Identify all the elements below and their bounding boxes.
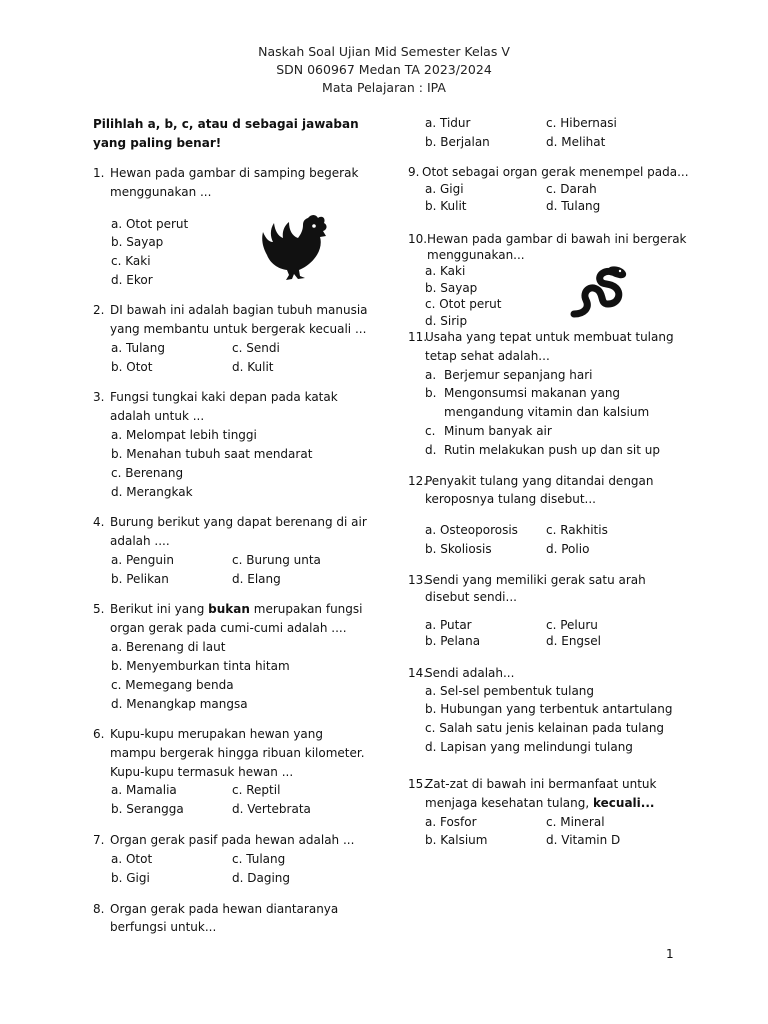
q15-option-b: b. Kalsium: [425, 833, 488, 847]
q6-number: 6.: [93, 727, 105, 741]
q9-option-c: c. Darah: [546, 182, 597, 196]
q11-option-d: Rutin melakukan push up dan sit up: [444, 443, 660, 457]
q6-option-c: c. Reptil: [232, 783, 281, 797]
q14-option-c: c. Salah satu jenis kelainan pada tulang: [425, 721, 665, 735]
q1-number: 1.: [93, 166, 105, 180]
q11-option-c-label: c.: [425, 424, 436, 438]
q1-option-c: c. Kaki: [111, 254, 151, 268]
q5-text-line1: [110, 600, 362, 618]
q15-option-d: d. Vitamin D: [546, 833, 621, 847]
q4-option-b: b. Pelikan: [111, 572, 169, 586]
q14-option-b: b. Hubungan yang terbentuk antartulang: [425, 702, 673, 716]
q12-option-b: b. Skoliosis: [425, 542, 492, 556]
q15-option-c: c. Mineral: [546, 815, 605, 829]
q10-option-c: c. Otot perut: [425, 297, 502, 311]
q5-text-line2: organ gerak pada cumi-cumi adalah ....: [110, 621, 347, 635]
q3-option-b: b. Menahan tubuh saat mendarat: [111, 447, 313, 461]
q3-text-line2: adalah untuk ...: [110, 409, 205, 423]
q9-text-line1: Otot sebagai organ gerak menempel pada...: [422, 165, 689, 179]
q15-text-bold: kecuali...: [592, 796, 655, 810]
q3-option-a: a. Melompat lebih tinggi: [111, 428, 257, 442]
q10-option-a: a. Kaki: [425, 264, 466, 278]
q7-option-c: c. Tulang: [232, 852, 286, 866]
q13-option-a: a. Putar: [425, 618, 472, 632]
q3-number: 3.: [93, 390, 105, 404]
q6-option-d: d. Vertebrata: [232, 802, 311, 816]
q7-option-a: a. Otot: [111, 852, 153, 866]
q3-option-d: d. Merangkak: [111, 485, 193, 499]
q6-text-line1: Kupu-kupu merupakan hewan yang: [110, 727, 323, 741]
q6-text-line3: Kupu-kupu termasuk hewan ...: [110, 765, 294, 779]
q4-number: 4.: [93, 515, 105, 529]
q11-option-a-label: a.: [425, 368, 437, 382]
q11-text-line2: tetap sehat adalah...: [425, 349, 550, 363]
q4-option-d: d. Elang: [232, 572, 281, 586]
q2-option-c: c. Sendi: [232, 341, 280, 355]
q1-option-b: b. Sayap: [111, 235, 164, 249]
q1-option-a: a. Otot perut: [111, 217, 189, 231]
q9-number: 9.: [408, 165, 420, 179]
q3-text-line1: Fungsi tungkai kaki depan pada katak: [110, 390, 338, 404]
q14-option-d: d. Lapisan yang melindungi tulang: [425, 740, 633, 754]
q11-option-b: Mengonsumsi makanan yang: [444, 386, 621, 400]
q9-option-d: d. Tulang: [546, 199, 601, 213]
q10-text-line1: Hewan pada gambar di bawah ini bergerak: [427, 232, 687, 246]
q14-number: 14.: [408, 666, 428, 680]
q4-text-line2: adalah ....: [110, 534, 170, 548]
q13-number: 13.: [408, 573, 428, 587]
q11-option-a: Berjemur sepanjang hari: [444, 368, 593, 382]
q2-text-line2: yang membantu untuk bergerak kecuali ...: [110, 322, 367, 336]
q7-option-d: d. Daging: [232, 871, 291, 885]
q2-number: 2.: [93, 303, 105, 317]
q9-option-a: a. Gigi: [425, 182, 464, 196]
q6-text-line2: mampu bergerak hingga ribuan kilometer.: [110, 746, 365, 760]
q8-option-a: a. Tidur: [425, 116, 471, 130]
q13-text-line1: Sendi yang memiliki gerak satu arah: [425, 573, 646, 587]
q4-option-a: a. Penguin: [111, 553, 174, 567]
q10-number: 10.: [408, 232, 428, 246]
q10-option-b: b. Sayap: [425, 281, 478, 295]
q2-option-d: d. Kulit: [232, 360, 274, 374]
q12-option-a: a. Osteoporosis: [425, 523, 518, 537]
page-header: [0, 43, 768, 97]
q2-text-line1: DI bawah ini adalah bagian tubuh manusia: [110, 303, 368, 317]
q5-option-c: c. Memegang benda: [111, 678, 234, 692]
q13-option-c: c. Peluru: [546, 618, 598, 632]
q11-option-d-label: d.: [425, 443, 437, 457]
header-title: Naskah Soal Ujian Mid Semester Kelas V: [258, 44, 510, 59]
q5-option-a: a. Berenang di laut: [111, 640, 226, 654]
q11-option-b-label: b.: [425, 386, 437, 400]
rooster-icon: [256, 212, 332, 290]
q4-option-c: c. Burung unta: [232, 553, 321, 567]
q15-text-line1: Zat-zat di bawah ini bermanfaat untuk: [425, 777, 657, 791]
q5-option-b: b. Menyemburkan tinta hitam: [111, 659, 290, 673]
q2-option-a: a. Tulang: [111, 341, 166, 355]
q9-option-b: b. Kulit: [425, 199, 467, 213]
q10-text-line2: menggunakan...: [427, 248, 525, 262]
q8-text-line2: berfungsi untuk...: [110, 920, 217, 934]
q6-option-a: a. Mamalia: [111, 783, 177, 797]
q4-text-line1: Burung berikut yang dapat berenang di air: [110, 515, 367, 529]
q11-option-b-line2: mengandung vitamin dan kalsium: [444, 405, 650, 419]
page-number: 1: [666, 947, 674, 961]
q8-option-d: d. Melihat: [546, 135, 606, 149]
q5-text-post: merupakan fungsi: [249, 602, 363, 616]
q8-option-b: b. Berjalan: [425, 135, 490, 149]
q11-number: 11.: [408, 330, 428, 344]
q1-text-line1: Hewan pada gambar di samping begerak: [110, 166, 359, 180]
q11-text-line1: Usaha yang tepat untuk membuat tulang: [425, 330, 674, 344]
q5-option-d: d. Menangkap mangsa: [111, 697, 248, 711]
q7-text-line1: Organ gerak pasif pada hewan adalah ...: [110, 833, 355, 847]
q5-text-pre: Berikut ini yang: [110, 602, 209, 616]
q6-option-b: b. Serangga: [111, 802, 184, 816]
q2-option-b: b. Otot: [111, 360, 153, 374]
q15-number: 15.: [408, 777, 428, 791]
q15-option-a: a. Fosfor: [425, 815, 477, 829]
q10-option-d: d. Sirip: [425, 314, 468, 328]
q14-option-a: a. Sel-sel pembentuk tulang: [425, 684, 595, 698]
q12-text-line2: keroposnya tulang disebut...: [425, 492, 596, 506]
q7-option-b: b. Gigi: [111, 871, 150, 885]
q8-number: 8.: [93, 902, 105, 916]
q1-text-line2: menggunakan ...: [110, 185, 212, 199]
header-subject: Mata Pelajaran : IPA: [322, 80, 446, 95]
q12-number: 12.: [408, 474, 428, 488]
snake-icon: [568, 264, 630, 320]
q15-text-pre: menjaga kesehatan tulang,: [425, 796, 593, 810]
q12-option-c: c. Rakhitis: [546, 523, 608, 537]
q3-option-c: c. Berenang: [111, 466, 184, 480]
q12-text-line1: Penyakit tulang yang ditandai dengan: [425, 474, 654, 488]
header-school: SDN 060967 Medan TA 2023/2024: [276, 62, 492, 77]
q13-option-d: d. Engsel: [546, 634, 602, 648]
instruction-text: Pilihlah a, b, c, atau d sebagai jawaban yang paling benar!: [93, 117, 359, 150]
q11-option-c: Minum banyak air: [444, 424, 552, 438]
q13-text-line2: disebut sendi...: [425, 590, 517, 604]
q5-text-bold: bukan: [208, 602, 250, 616]
q8-text-line1: Organ gerak pada hewan diantaranya: [110, 902, 339, 916]
q8-option-c: c. Hibernasi: [546, 116, 617, 130]
q14-text-line1: Sendi adalah...: [425, 666, 515, 680]
q12-option-d: d. Polio: [546, 542, 590, 556]
q1-option-d: d. Ekor: [111, 273, 153, 287]
q7-number: 7.: [93, 833, 105, 847]
q15-text-line2: [425, 794, 654, 812]
q5-number: 5.: [93, 602, 105, 616]
q13-option-b: b. Pelana: [425, 634, 481, 648]
